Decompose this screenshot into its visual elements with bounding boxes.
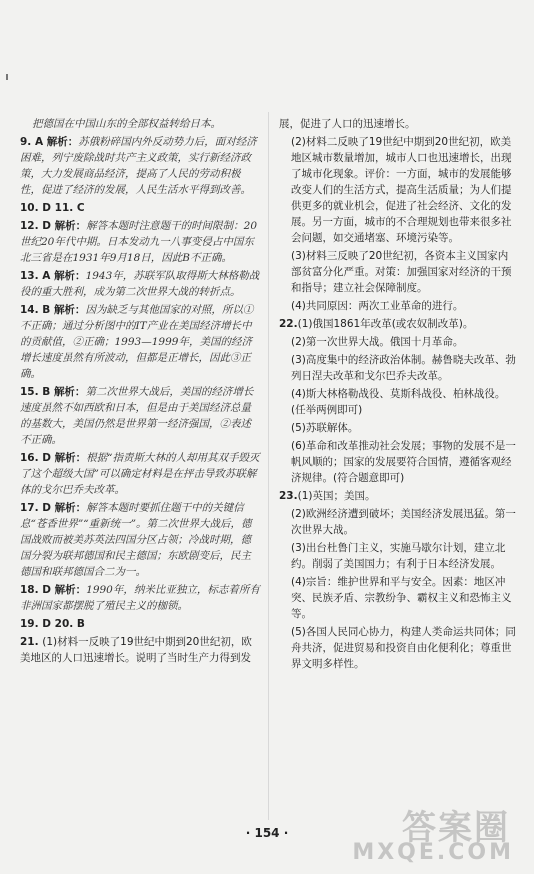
answer-choice: D <box>42 584 55 596</box>
answer-entry <box>20 634 260 666</box>
answer-entry <box>20 116 260 132</box>
explanation-text: 第二次世界大战后，美国的经济增长速度虽然不如西欧和日本，但是由于美国经济总量的基数大，美国仍然是世界第一经济强国，②表述不正确。 <box>20 386 254 446</box>
watermark-logo: 答案圈 <box>402 808 510 848</box>
explanation-label: 解析： <box>54 584 87 596</box>
answer-entry <box>279 248 517 296</box>
question-number: 22. <box>279 318 298 330</box>
explanation-text: (1)材料一反映了19世纪中期到20世纪初，欧美地区的人口迅速增长。说明了当时生产力得到发 <box>20 636 252 664</box>
answer-choice: D <box>42 220 55 232</box>
question-number: 20. <box>54 618 77 630</box>
answer-entry <box>20 450 260 498</box>
answer-text: (5)各国人民同心协力，构建人类命运共同体；同舟共济，促进贸易和投资自由化便利化；尊重世界文明多样性。 <box>291 626 516 670</box>
margin-mark <box>6 74 8 80</box>
answer-text: (3)高度集中的经济政治体制。赫鲁晓夫改革、勃列日涅夫改革和戈尔巴乔夫改革。 <box>291 354 516 382</box>
question-number: 17. <box>20 502 43 514</box>
answer-line <box>20 268 260 300</box>
explanation-text: 解答本题时注意题干的时间限制：20世纪20年代中期。日本发动九一八事变侵占中国东北三省是在1931年9月18日，因此B不正确。 <box>20 220 258 264</box>
answer-entry <box>20 616 260 632</box>
question-number: 14. <box>20 304 43 316</box>
answer-choice: D <box>42 452 55 464</box>
answer-entry <box>20 582 260 614</box>
explanation-text: 根据“指责斯大林的人却用其双手毁灭了这个超级大国”可以确定材料是在抨击导致苏联解体的戈尔巴乔夫改革。 <box>20 452 260 496</box>
answer-line <box>291 624 517 672</box>
answer-choice: B <box>76 618 85 630</box>
question-number: 21. <box>20 636 43 648</box>
answer-line <box>291 540 517 572</box>
answer-entry <box>279 438 517 486</box>
answer-text: (6)革命和改革推动社会发展；事物的发展不是一帆风顺的；国家的发展要符合国情，遵循客观经济规律。(符合题意即可) <box>291 440 516 484</box>
question-number: 12. <box>20 220 43 232</box>
explanation-label: 解析： <box>54 270 86 282</box>
explanation-label: 解析： <box>46 136 79 148</box>
answer-line <box>20 634 260 666</box>
question-number: 13. <box>20 270 43 282</box>
answer-entry <box>279 116 517 132</box>
page-number: · 154 · <box>245 826 289 840</box>
explanation-label: 解析： <box>53 386 86 398</box>
answer-entry <box>279 488 517 504</box>
explanation-text: 解答本题时要抓住题干中的关键信息“苍香世界”“重新统一”。第二次世界大战后，德国战败而被美苏英法四国分区占领；冷战时期，德国分裂为联邦德国和民主德国；东欧剧变后，民主德国和联邦德国合二为一。 <box>20 502 252 578</box>
answer-choice: C <box>76 202 85 214</box>
left-column <box>20 116 260 668</box>
answer-text: (4)共同原因：两次工业革命的进行。 <box>291 300 464 312</box>
answer-line <box>20 218 260 266</box>
question-number: 9. <box>20 136 35 148</box>
answer-line <box>291 298 517 314</box>
answer-text: (3)材料三反映了20世纪初，各资本主义国家内部贫富分化严重。对策：加强国家对经济的干预和指导；建立社会保障制度。 <box>291 250 512 294</box>
answer-line <box>20 384 260 448</box>
answer-text: (3)出台杜鲁门主义，实施马歇尔计划，建立北约。削弱了美国国力；有利于日本经济发展。 <box>291 542 506 570</box>
answer-line <box>291 134 517 246</box>
answer-choice: D <box>42 502 55 514</box>
answer-line <box>279 488 517 504</box>
answer-line <box>279 316 517 332</box>
question-number: 10. <box>20 202 43 214</box>
answer-text: (4)斯大林格勒战役、莫斯科战役、柏林战役。(任举两例即可) <box>291 388 506 416</box>
answer-entry <box>20 218 260 266</box>
watermark-url: MXQE.COM <box>352 840 514 865</box>
question-number: 15. <box>20 386 43 398</box>
explanation-text: 苏俄粉碎国内外反动势力后，面对经济困难，列宁废除战时共产主义政策，实行新经济政策，大力发展商品经济，提高了人民的劳动积极性，促进了经济的发展，人民生活水平得到改善。 <box>20 136 257 196</box>
explanation-label: 解析： <box>54 452 87 464</box>
answer-entry <box>279 316 517 332</box>
answer-line <box>20 500 260 580</box>
explanation-label: 解析： <box>54 220 87 232</box>
answer-choice: D <box>42 618 55 630</box>
answer-entry <box>279 624 517 672</box>
answer-text: (4)宗旨：维护世界和平与安全。因素：地区冲突、民族矛盾、宗教纷争、霸权主义和恐怖主义等。 <box>291 576 512 620</box>
answer-text: (1)英国；美国。 <box>297 490 376 502</box>
answer-entry <box>20 134 260 198</box>
answer-line <box>291 386 517 418</box>
answer-line <box>291 506 517 538</box>
answer-choice: A <box>42 270 55 282</box>
answer-entry <box>279 134 517 246</box>
column-divider <box>268 112 269 820</box>
answer-entry <box>279 386 517 418</box>
answer-line <box>291 248 517 296</box>
answer-line <box>20 616 260 632</box>
question-number: 19. <box>20 618 43 630</box>
answer-entry <box>279 574 517 622</box>
explanation-label: 解析： <box>53 304 86 316</box>
answer-line <box>32 116 260 132</box>
answer-line <box>279 116 517 132</box>
answer-line <box>291 574 517 622</box>
answer-text: (2)第一次世界大战。俄国十月革命。 <box>291 336 464 348</box>
explanation-text: 因为缺乏与其他国家的对照，所以①不正确；通过分析图中的IT产业在美国经济增长中的贡献值，②正确；1993—1999年，美国的经济增长速度虽然有所波动，但都是正增长，因此③正确。 <box>20 304 254 380</box>
answer-text: 展，促进了人口的迅速增长。 <box>279 118 416 130</box>
question-number: 16. <box>20 452 43 464</box>
explanation-label: 解析： <box>54 502 87 514</box>
answer-entry <box>20 200 260 216</box>
answer-line <box>20 582 260 614</box>
answer-line <box>20 134 260 198</box>
answer-entry <box>279 298 517 314</box>
answer-choice: D <box>42 202 55 214</box>
answer-line <box>291 438 517 486</box>
question-number: 23. <box>279 490 298 502</box>
answer-text: (5)苏联解体。 <box>291 422 359 434</box>
answer-line <box>20 302 260 382</box>
answer-entry <box>20 500 260 580</box>
answer-entry <box>20 384 260 448</box>
answer-entry <box>279 420 517 436</box>
answer-choice: B <box>42 304 54 316</box>
question-number: 18. <box>20 584 43 596</box>
answer-entry <box>279 334 517 350</box>
explanation-text: 1990年，纳米比亚独立，标志着所有非洲国家都摆脱了殖民主义的枷锁。 <box>20 584 260 612</box>
answer-entry <box>20 268 260 300</box>
answer-line <box>291 420 517 436</box>
answer-text: (2)欧洲经济遭到破坏；美国经济发展迅猛。第一次世界大战。 <box>291 508 516 536</box>
answer-line <box>20 200 260 216</box>
answer-entry <box>279 506 517 538</box>
answer-line <box>291 352 517 384</box>
right-column <box>279 116 517 674</box>
explanation-text: 1943年，苏联军队取得斯大林格勒战役的重大胜利，成为第二次世界大战的转折点。 <box>20 270 260 298</box>
answer-line <box>20 450 260 498</box>
answer-choice: A <box>34 136 47 148</box>
answer-entry <box>279 540 517 572</box>
answer-text: (2)材料二反映了19世纪中期到20世纪初，欧美地区城市数量增加，城市人口也迅速增长，出现了城市化现象。评价：一方面，城市的发展能够改变人们的生活方式，提高生活质量；为人们提供更多的就业机会，促进了社会经济、文化的发展。另一方面，城市的不合理规划也带来很多社会问题，如交通堵塞、环境污染等。 <box>291 136 512 244</box>
answer-line <box>291 334 517 350</box>
answer-entry <box>20 302 260 382</box>
answer-entry <box>279 352 517 384</box>
question-number: 11. <box>54 202 77 214</box>
explanation-text: 把德国在中国山东的全部权益转给日本。 <box>32 118 221 130</box>
answer-choice: B <box>42 386 54 398</box>
answer-text: (1)俄国1861年改革(或农奴制改革)。 <box>297 318 474 330</box>
